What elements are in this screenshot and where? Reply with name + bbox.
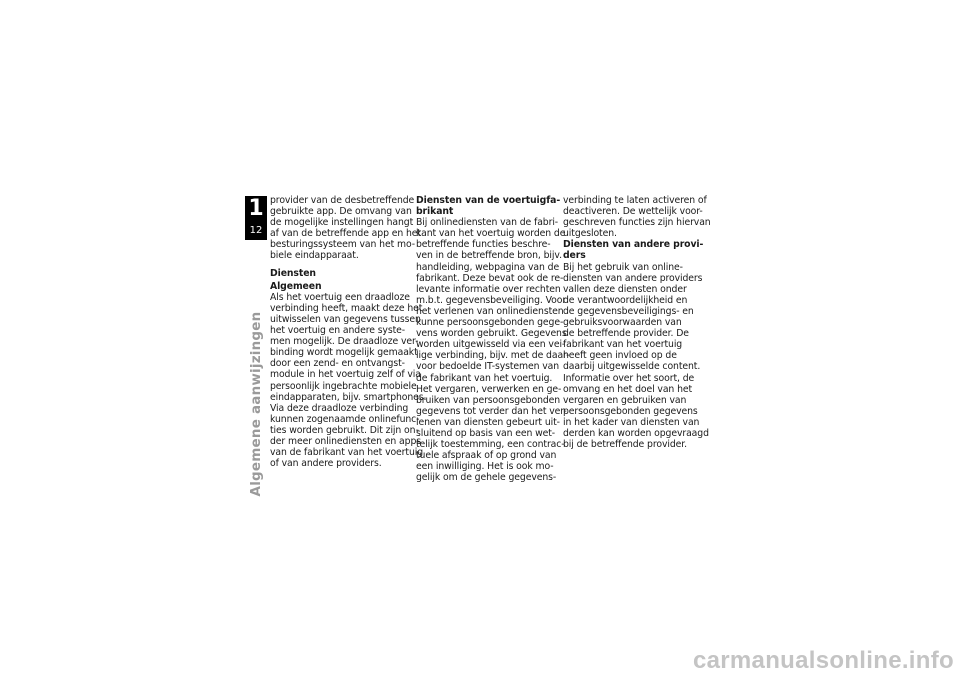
text-line: telijk toestemming, een contrac- <box>416 439 565 451</box>
text-line: vallen deze diensten onder <box>563 283 687 295</box>
text-line: eindapparaten, bijv. smartphones. <box>270 391 427 403</box>
text-column-2 <box>416 195 570 484</box>
text-line: de verantwoordelijkheid en <box>563 294 688 306</box>
text-line: vens worden gebruikt. Gegevens <box>416 328 567 340</box>
text-line: betreffende functies beschre- <box>416 239 551 251</box>
text-column-3 <box>563 195 711 451</box>
text-line: men mogelijk. De draadloze ver- <box>270 336 419 348</box>
text-line: der meer onlinediensten en apps <box>270 435 421 447</box>
intro-paragraph <box>563 195 711 240</box>
text-line: provider van de desbetreffende <box>270 195 415 206</box>
intro-paragraph <box>270 195 421 262</box>
text-line: vergaren en gebruiken van <box>563 394 687 406</box>
text-line: worden uitgewisseld via een vei- <box>416 339 566 351</box>
text-line: m.b.t. gegevensbeveiliging. Voor <box>416 294 567 306</box>
text-line: fabrikant. Deze bevat ook de re- <box>416 272 564 284</box>
text-column-1 <box>270 195 427 470</box>
text-line: persoonsgebonden gegevens <box>563 405 698 417</box>
text-line: de betreffende provider. De <box>563 328 689 340</box>
text-line: Bij het gebruik van online- <box>563 261 683 273</box>
text-line: handleiding, webpagina van de <box>416 261 560 273</box>
heading-line: brikant <box>416 206 454 218</box>
text-line: deactiveren. De wettelijk voor- <box>563 206 703 218</box>
text-line: kant van het voertuig worden de <box>416 228 566 240</box>
subsection-heading: Algemeen <box>270 280 322 292</box>
text-line: gegevens tot verder dan het ver- <box>416 405 567 417</box>
text-line: fabrikant van het voertuig <box>563 339 683 351</box>
text-line: kunne persoonsgebonden gege- <box>416 317 564 329</box>
text-line: bruiken van persoonsgebonden <box>416 394 561 406</box>
text-line: omvang en het doel van het <box>563 383 693 395</box>
body-paragraph <box>270 291 427 470</box>
text-line: uitwisselen van gegevens tussen <box>270 313 421 325</box>
text-line: lige verbinding, bijv. met de daar- <box>416 350 570 362</box>
text-line: gebruikte app. De omvang van <box>270 206 412 218</box>
text-line: derden kan worden opgevraagd <box>563 427 709 439</box>
text-line: voor bedoelde IT-systemen van <box>416 361 560 373</box>
text-line: het verlenen van onlinediensten <box>416 305 564 317</box>
text-line: uitgesloten. <box>563 228 617 240</box>
text-line: Informatie over het soort, de <box>563 372 695 384</box>
text-line: bij de betreffende provider. <box>563 439 687 451</box>
text-line: de mogelijke instellingen hangt <box>270 217 414 229</box>
text-line: tuele afspraak of op grond van <box>416 450 557 462</box>
text-line: besturingssysteem van het mo- <box>270 239 415 251</box>
section-heading <box>416 195 561 218</box>
text-line: lenen van diensten gebeurt uit- <box>416 416 560 428</box>
text-line: biele eindapparaat. <box>270 250 359 262</box>
text-line: de gegevensbeveiligings- en <box>563 305 694 317</box>
text-line: kunnen zogenaamde onlinefunc- <box>270 413 420 425</box>
text-line: heeft geen invloed op de <box>563 350 677 362</box>
text-line: het voertuig en andere syste- <box>270 325 406 337</box>
heading-line: Diensten van de voertuigfa- <box>416 195 561 206</box>
text-line: gebruiksvoorwaarden van <box>563 317 682 329</box>
text-line: gelijk om de gehele gegevens- <box>416 472 557 484</box>
text-line: diensten van andere providers <box>563 272 703 284</box>
text-line: levante informatie over rechten <box>416 283 561 295</box>
body-paragraph <box>563 261 709 451</box>
text-line: een inwilliging. Het is ook mo- <box>416 461 554 473</box>
heading-line: Diensten van andere provi- <box>563 239 704 251</box>
text-line: geschreven functies zijn hiervan <box>563 217 711 229</box>
text-line: in het kader van diensten van <box>563 416 700 428</box>
text-line: ven in de betreffende bron, bijv. <box>416 250 562 262</box>
text-line: binding wordt mogelijk gemaakt <box>270 347 418 359</box>
text-line: persoonlijk ingebrachte mobiele <box>270 380 417 392</box>
text-line: Het vergaren, verwerken en ge- <box>416 383 562 395</box>
text-line: daarbij uitgewisselde content. <box>563 361 701 373</box>
text-line: door een zend- en ontvangst- <box>270 358 405 370</box>
text-line: verbinding te laten activeren of <box>563 195 707 206</box>
text-line: de fabrikant van het voertuig. <box>416 372 553 384</box>
heading-line: ders <box>563 250 586 262</box>
text-line: ties worden gebruikt. Dit zijn on- <box>270 424 419 436</box>
text-line: of van andere providers. <box>270 458 382 470</box>
section-heading: Diensten <box>270 267 316 279</box>
body-paragraph <box>416 217 570 484</box>
text-line: module in het voertuig zelf of via <box>270 369 421 381</box>
page-number: 12 <box>249 225 263 236</box>
text-line: Via deze draadloze verbinding <box>270 402 409 414</box>
watermark-link[interactable]: carmanualsonline.info <box>692 647 954 674</box>
text-line: Als het voertuig een draadloze <box>270 291 410 303</box>
chapter-title: Algemene aanwijzingen <box>248 311 264 497</box>
chapter-marker <box>245 196 267 240</box>
chapter-number: 1 <box>248 196 264 221</box>
text-line: sluitend op basis van een wet- <box>416 427 556 439</box>
text-line: verbinding heeft, maakt deze het <box>270 302 423 314</box>
text-line: Bij onlinediensten van de fabri- <box>416 217 559 229</box>
text-line: af van de betreffende app en het <box>270 228 421 240</box>
section-heading <box>563 239 703 261</box>
text-line: van de fabrikant van het voertuig <box>270 447 424 459</box>
